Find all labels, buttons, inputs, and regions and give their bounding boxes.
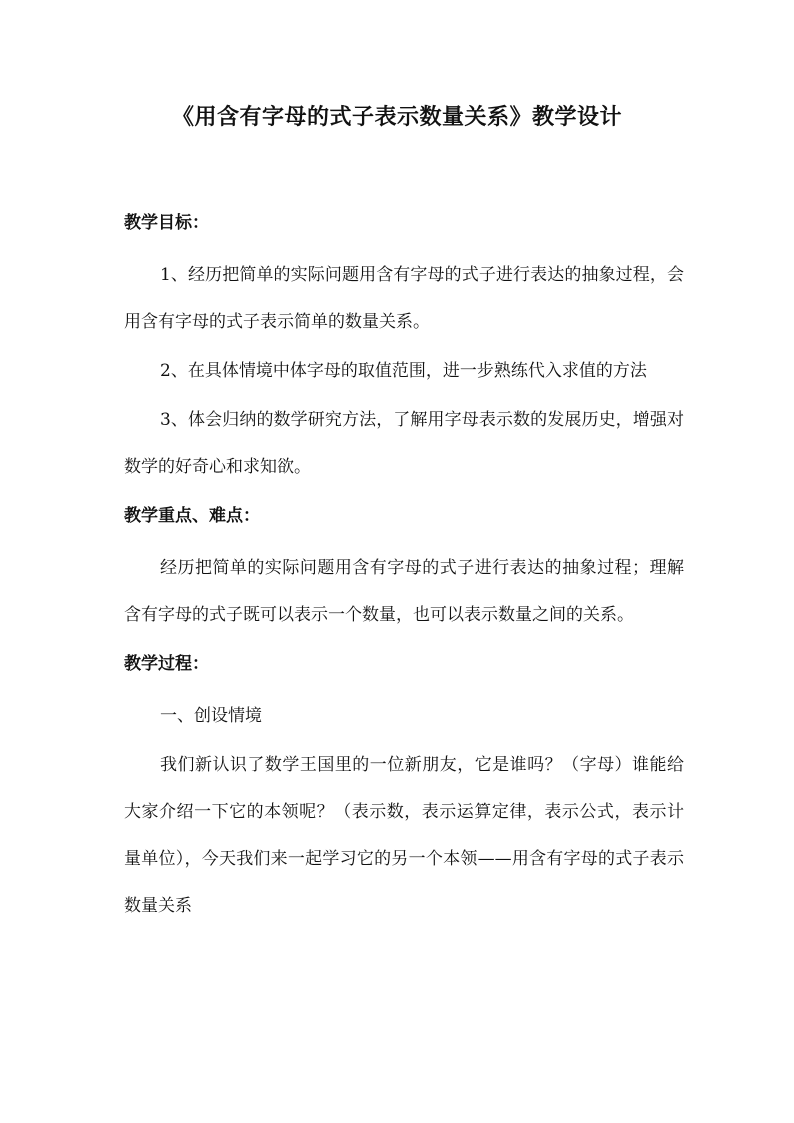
process-paragraph: 我们新认识了数学王国里的一位新朋友，它是谁吗？（字母）谁能给大家介绍一下它的本领呢？（表示数，表示运算定律，表示公式，表示计量单位），今天我们来一起学习它的另一个本领——用含有字母的式子表示数量关系	[124, 755, 684, 916]
objective-paragraph-2: 2、在具体情境中体字母的取值范围，进一步熟练代入求值的方法	[160, 361, 647, 381]
document-body	[124, 208, 684, 932]
objective-paragraph-1: 1、经历把简单的实际问题用含有字母的式子进行表达的抽象过程，会用含有字母的式子表示简单的数量关系。	[124, 265, 684, 332]
process-step-heading: 一、创设情境	[160, 706, 262, 726]
document-title: 《用含有字母的式子表示数量关系》教学设计	[171, 104, 622, 130]
section-heading-process: 教学过程：	[124, 654, 209, 674]
section-heading-key-points: 教学重点、难点：	[124, 506, 260, 526]
section-heading-objectives: 教学目标：	[124, 213, 209, 233]
key-points-paragraph: 经历把简单的实际问题用含有字母的式子进行表达的抽象过程；理解含有字母的式子既可以表示一个数量，也可以表示数量之间的关系。	[124, 558, 684, 625]
objective-paragraph-3: 3、体会归纳的数学研究方法，了解用字母表示数的发展历史，增强对数学的好奇心和求知欲。	[124, 410, 684, 477]
